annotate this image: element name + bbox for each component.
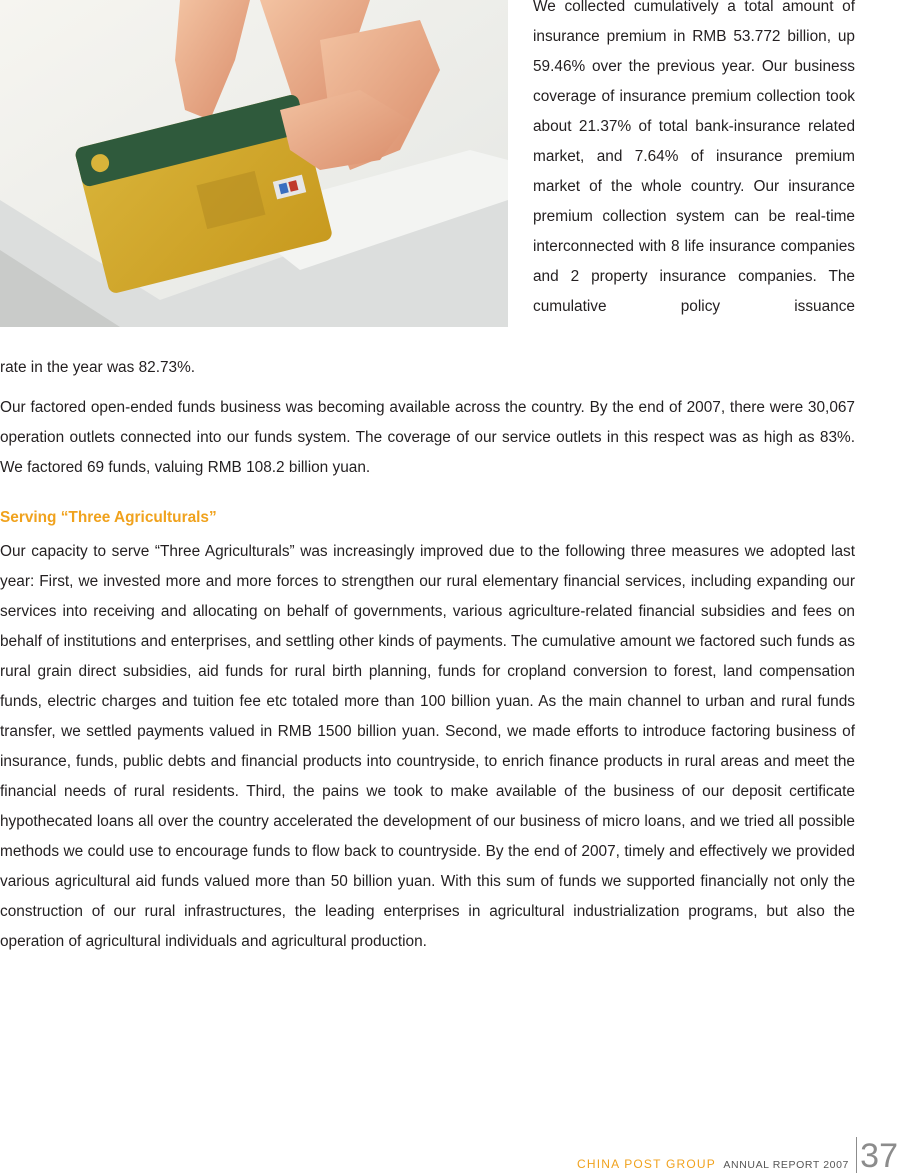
page-number: 37 <box>860 1137 898 1175</box>
insurance-premium-paragraph: We collected cumulatively a total amount of insurance premium in RMB 53.772 billion, up 59.46% over the previous year. Our business coverage of insurance premium collection took about 21.37% of total bank-insurance related market, and 7.64% of insurance premium market of the whole country. Our insurance premium collection system can be real-time interconnected with 8 life insurance companies and 2 property insurance companies. The cumulative policy issuance <box>533 0 855 315</box>
insurance-premium-paragraph-tail: rate in the year was 82.73%. <box>0 359 196 376</box>
footer-divider <box>856 1137 857 1173</box>
three-agriculturals-paragraph: Our capacity to serve “Three Agriculturals” was increasingly improved due to the following three measures we adopted last year: First, we invested more and more forces to strengthen our rural elementary financial services, including expanding our services into receiving and allocating on behalf of governments, various agriculture-related financial subsidies and fees on behalf of institutions and enterprises, and settling other kinds of payments. The cumulative amount we factored such funds as rural grain direct subsidies, aid funds for rural birth planning, funds for cropland conversion to forest, land compensation funds, electric charges and tuition fee etc totaled more than 100 billion yuan. As the main channel to urban and rural funds transfer, we settled payments valued in RMB 1500 billion yuan. Second, we made efforts to introduce factoring business of insurance, funds, public debts and financial products into countryside, to enrich finance products in rural areas and meet the financial needs of rural residents. Third, the pains we took to make available of the business of our deposit certificate hypothecated loans all over the country accelerated the development of our business of micro loans, and we tried all possible methods we could use to encourage funds to flow back to countryside. By the end of 2007, timely and effectively we provided various agricultural aid funds valued more than 50 billion yuan. With this sum of funds we supported financially not only the construction of our rural infrastructures, the leading enterprises in agricultural industrialization programs, but also the operation of agricultural individuals and agricultural production. <box>0 543 855 950</box>
funds-business-paragraph: Our factored open-ended funds business was becoming available across the country. By the end of 2007, there were 30,067 operation outlets connected into our funds system. The coverage of our service outlets in this respect was as high as 83%. We factored 69 funds, valuing RMB 108.2 billion yuan. <box>0 399 855 476</box>
footer-brand: CHINA POST GROUP <box>576 1157 716 1171</box>
section-heading: Serving “Three Agriculturals” <box>0 509 217 526</box>
bank-card-photo <box>0 0 508 327</box>
page-footer <box>570 1133 900 1173</box>
footer-report-title: ANNUAL REPORT 2007 <box>723 1159 849 1171</box>
